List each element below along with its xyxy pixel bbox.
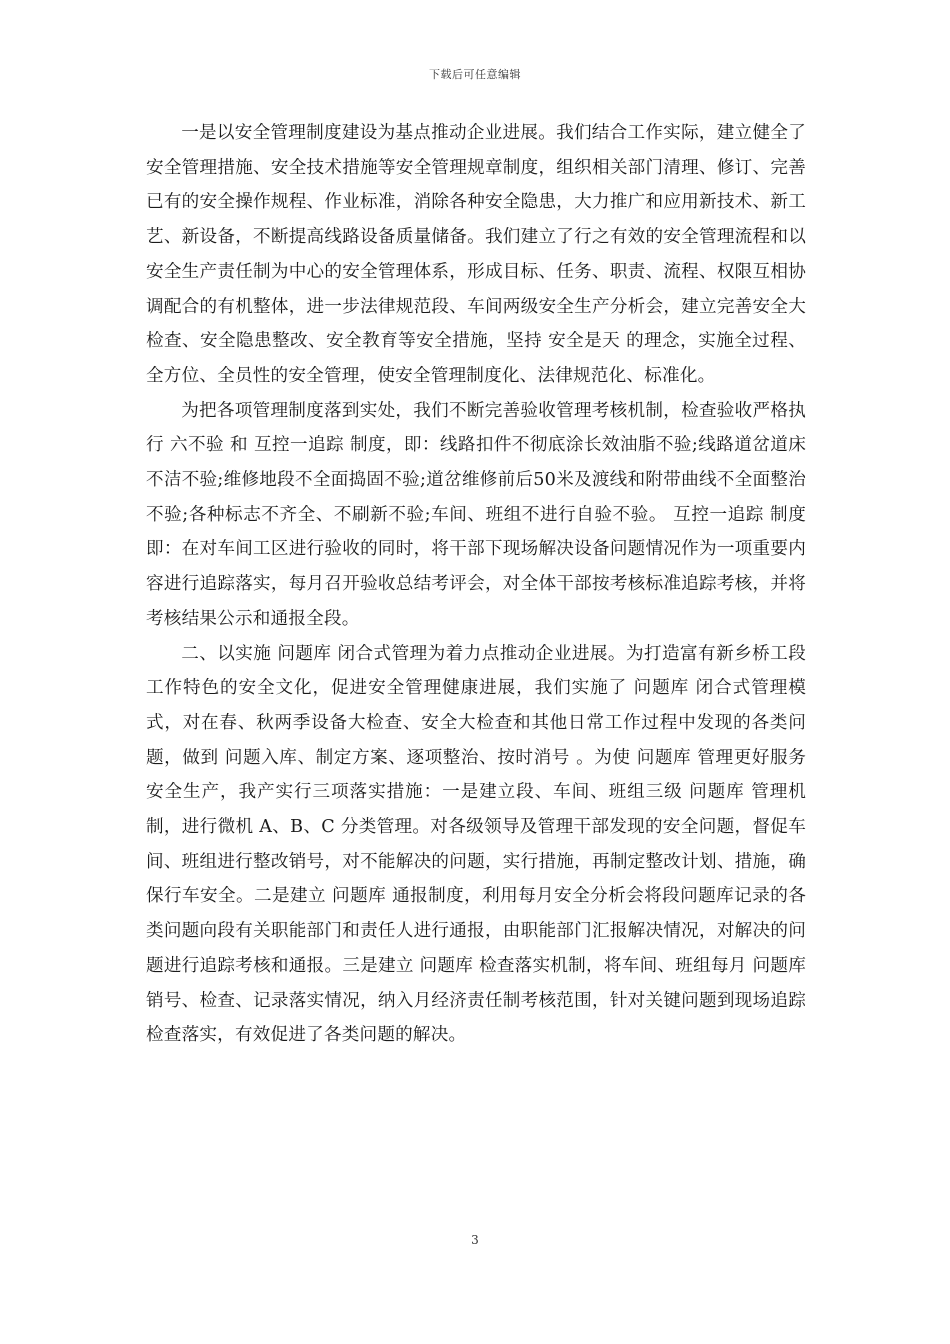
- paragraph-acceptance-mechanism: 为把各项管理制度落到实处，我们不断完善验收管理考核机制，检查验收严格执行 六不验 和 互控一追踪 制度，即：线路扣件不彻底涂长效油脂不验;线路道岔道床不洁不验;维修地段不全面捣固不验;道岔维修前后50米及渡线和附带曲线不全面整治不验;各种标志不齐全、不刷新不验;车间、班组不进行自验不验。 互控一追踪 制度即：在对车间工区进行验收的同时，将干部下现场解决设备问题情况作为一项重要内容进行追踪落实，每月召开验收总结考评会，对全体干部按考核标准追踪考核，并将考核结果公示和通报全段。: [146, 400, 806, 629]
- paragraph-safety-system: 一是以安全管理制度建设为基点推动企业进展。我们结合工作实际，建立健全了安全管理措施、安全技术措施等安全管理规章制度，组织相关部门清理、修订、完善已有的安全操作规程、作业标准，消除各种安全隐患，大力推广和应用新技术、新工艺、新设备，不断提高线路设备质量储备。我们建立了行之有效的安全管理流程和以安全生产责任制为中心的安全管理体系，形成目标、任务、职责、流程、权限互相协调配合的有机整体，进一步法律规范段、车间两级安全生产分析会，建立完善安全大检查、安全隐患整改、安全教育等安全措施，坚持 安全是天 的理念，实施全过程、全方位、全员性的安全管理，使安全管理制度化、法律规范化、标准化。: [146, 123, 806, 386]
- document-body: [146, 116, 806, 1053]
- paragraph-problem-library: 二、以实施 问题库 闭合式管理为着力点推动企业进展。为打造富有新乡桥工段工作特色的安全文化，促进安全管理健康进展，我们实施了 问题库 闭合式管理模式，对在春、秋两季设备大检查、安全大检查和其他日常工作过程中发现的各类问题，做到 问题入库、制定方案、逐项整治、按时消号 。为使 问题库 管理更好服务安全生产，我产实行三项落实措施：一是建立段、车间、班组三级 问题库 管理机制，进行微机 A、B、C 分类管理。对各级领导及管理干部发现的安全问题，督促车间、班组进行整改销号，对不能解决的问题，实行措施，再制定整改计划、措施，确保行车安全。二是建立 问题库 通报制度，利用每月安全分析会将段问题库记录的各类问题向段有关职能部门和责任人进行通报，由职能部门汇报解决情况，对解决的问题进行追踪考核和通报。三是建立 问题库 检查落实机制，将车间、班组每月 问题库 销号、检查、记录落实情况，纳入月经济责任制考核范围，针对关键问题到现场追踪检查落实，有效促进了各类问题的解决。: [146, 643, 806, 1046]
- page-number: 3: [471, 1233, 479, 1247]
- page-header: 下载后可任意编辑: [429, 68, 521, 81]
